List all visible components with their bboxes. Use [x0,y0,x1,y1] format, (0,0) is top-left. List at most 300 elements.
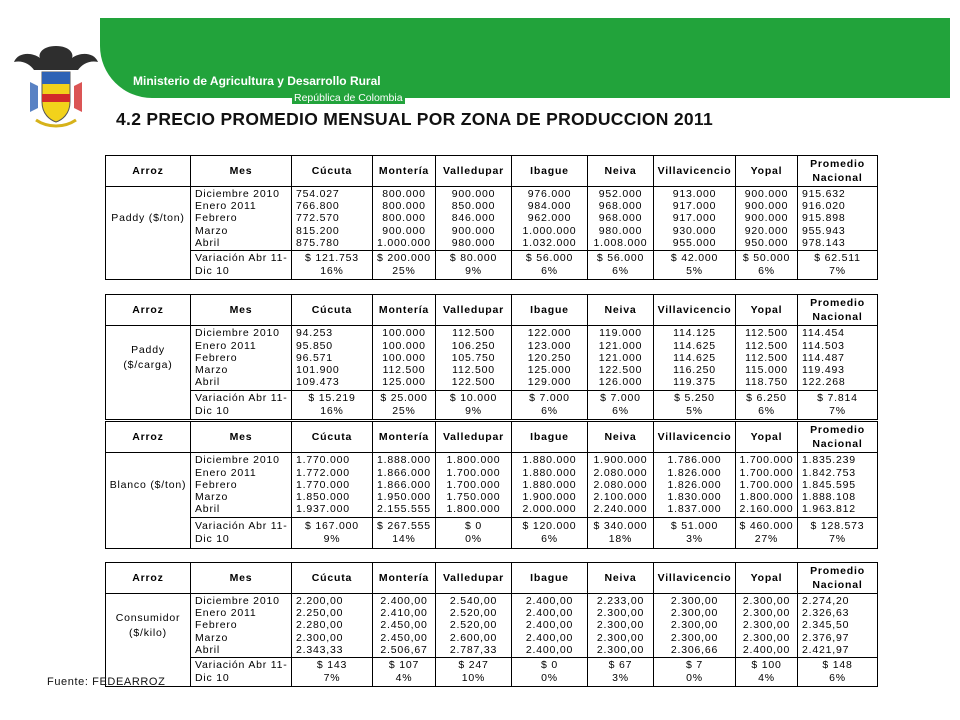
price-value: 1.700.000 [739,466,794,479]
variation-percent: 6% [541,405,558,417]
variation-amount: $ 5.250 [674,392,715,405]
variation-percent: 0% [541,672,558,685]
price-column [292,453,373,518]
table-row [106,594,878,658]
header-banner [0,0,960,145]
price-value: 968.000 [598,212,643,225]
price-value: 772.570 [296,212,340,225]
variation-percent: 0% [465,533,482,545]
price-value: 1.800.000 [446,503,501,516]
price-value: 1.700.000 [446,478,501,491]
variation-amount: $ 10.000 [449,392,498,405]
table-header-row [106,563,878,594]
variation-label-line: Dic 10 [195,672,230,685]
price-value: 962.000 [527,212,572,225]
price-column [373,453,436,518]
price-value: 2.343,33 [296,643,344,656]
month-label: Febrero [195,619,238,632]
variation-percent: 3% [686,533,703,545]
price-value: 2.155.555 [377,503,431,516]
month-list [191,594,292,658]
variation-percent: 6% [541,265,558,278]
variation-amount: $ 56.000 [525,252,574,265]
price-value: 2.326,63 [802,607,850,620]
price-column [373,187,436,251]
month-label: Marzo [195,224,229,237]
price-column [798,594,878,658]
variation-amount: $ 167.000 [305,520,359,533]
month-label: Febrero [195,478,238,491]
month-label: Abril [195,376,221,389]
variation-label-line: Dic 10 [195,405,230,417]
price-column [736,187,798,251]
variation-label [191,518,292,549]
variation-amount: $ 50.000 [742,252,791,265]
price-value: 900.000 [744,212,789,225]
price-value: 122.268 [802,376,846,389]
column-header: Yopal [736,295,798,326]
variation-percent: 7% [829,265,846,278]
price-value: 120.250 [527,351,572,364]
price-value: 800.000 [382,188,426,200]
price-value: 900.000 [451,188,496,200]
price-value: 1.888.000 [377,454,431,467]
variation-amount: $ 460.000 [739,520,794,533]
variation-amount: $ 7.000 [600,392,641,405]
variation-cell [588,251,654,280]
variation-percent: 14% [392,533,416,545]
variation-cell [654,518,736,549]
price-value: 2.450,00 [380,619,428,632]
price-value: 1.850.000 [296,491,350,504]
price-value: 955.000 [672,236,717,249]
price-value: 1.866.000 [377,478,431,491]
column-header: Villavicencio [654,295,736,326]
price-value: 94.253 [296,327,333,340]
variation-cell [512,391,588,420]
variation-amount: $ 143 [316,659,348,672]
coat-of-arms-icon [12,42,100,142]
price-value: 119.000 [599,327,642,340]
variation-cell [588,391,654,420]
variation-cell [373,658,436,687]
column-header-line: Nacional [812,311,863,323]
variation-percent: 3% [612,672,629,685]
price-value: 119.375 [673,376,716,389]
price-value: 1.772.000 [296,466,350,479]
variation-row [106,251,878,280]
variation-cell [654,251,736,280]
price-value: 114.487 [802,351,845,364]
column-header: Montería [373,295,436,326]
variation-cell [292,658,373,687]
price-value: 2.300,00 [670,631,719,644]
price-value: 2.300,00 [670,607,719,620]
variation-amount: $ 120.000 [522,520,577,533]
price-value: 2.376,97 [802,631,850,644]
price-value: 2.306,66 [670,643,719,656]
variation-amount: $ 6.250 [746,392,787,405]
price-value: 122.000 [527,327,572,340]
price-value: 2.400,00 [525,607,574,620]
variation-percent: 16% [320,265,344,278]
price-column [736,453,798,518]
variation-cell [373,518,436,549]
price-value: 2.200,00 [296,595,344,607]
price-column [292,326,373,391]
price-value: 118.750 [745,376,788,389]
price-value: 1.700.000 [739,454,794,467]
category-spacer [106,391,191,420]
column-header-line: Nacional [812,579,863,591]
variation-cell [292,251,373,280]
variation-cell [292,518,373,549]
price-value: 917.000 [672,200,717,213]
variation-percent: 6% [758,265,775,278]
variation-percent: 6% [612,265,629,278]
price-value: 2.300,00 [742,595,791,607]
column-header: Valledupar [436,295,512,326]
price-value: 112.500 [452,327,495,340]
price-value: 917.000 [672,212,717,225]
column-header: Cúcuta [292,156,373,187]
variation-amount: $ 0 [541,659,558,672]
variation-percent: 10% [461,672,486,685]
price-value: 121.000 [598,339,643,352]
column-header: Montería [373,563,436,594]
source-note: Fuente: FEDEARROZ [47,676,166,688]
price-value: 2.300,00 [296,631,344,644]
column-header: Ibague [512,422,588,453]
category-label-line: Consumidor [115,611,181,624]
price-value: 2.540,00 [449,595,498,607]
category-label [106,594,191,658]
price-column [654,326,736,391]
column-header: Montería [373,156,436,187]
price-table [105,421,878,549]
price-value: 112.500 [745,351,788,364]
price-value: 766.800 [296,200,340,213]
column-header: Yopal [736,422,798,453]
variation-amount: $ 62.511 [814,252,861,265]
variation-percent: 9% [323,533,341,545]
price-value: 913.000 [672,188,717,200]
price-value: 95.850 [296,339,333,352]
variation-cell [436,518,512,549]
price-value: 980.000 [598,224,643,237]
column-header: Yopal [736,156,798,187]
column-header-line: Promedio [810,297,865,309]
variation-cell [798,518,878,549]
price-column [373,326,436,391]
variation-percent: 7% [829,533,846,545]
price-value: 96.571 [296,351,333,364]
price-value: 2.410,00 [380,607,428,620]
variation-amount: $ 80.000 [449,252,498,265]
price-value: 2.280,00 [296,619,344,632]
price-value: 846.000 [451,212,496,225]
price-value: 1.770.000 [296,478,350,491]
variation-amount: $ 0 [465,520,482,533]
category-spacer [106,251,191,280]
month-label: Enero 2011 [195,466,257,479]
price-value: 952.000 [598,188,643,200]
price-value: 123.000 [527,339,572,352]
variation-label-line: Variación Abr 11- [195,659,288,672]
price-value: 1.700.000 [446,466,501,479]
variation-percent: 4% [758,672,775,685]
price-value: 900.000 [744,188,789,200]
price-value: 2.787,33 [449,643,498,656]
column-header [798,156,878,187]
price-column [292,187,373,251]
price-value: 2.400,00 [525,643,574,656]
price-value: 1.835.239 [802,454,856,467]
price-column [512,453,588,518]
price-value: 121.000 [598,351,643,364]
column-header: Ibague [512,156,588,187]
variation-row [106,391,878,420]
price-column [736,326,798,391]
price-column [654,187,736,251]
variation-label [191,251,292,280]
price-value: 900.000 [744,200,789,213]
price-value: 2.450,00 [380,631,428,644]
variation-amount: $ 67 [608,659,633,672]
price-value: 2.274,20 [802,595,850,607]
variation-percent: 16% [320,405,344,417]
month-label: Diciembre 2010 [195,454,280,467]
month-label: Diciembre 2010 [195,327,280,340]
price-value: 100.000 [382,351,426,364]
variation-row [106,658,878,687]
column-header: Neiva [588,422,654,453]
month-label: Abril [195,503,221,516]
price-column [373,594,436,658]
variation-label [191,658,292,687]
month-label: Marzo [195,631,229,644]
price-value: 112.500 [452,364,495,377]
variation-cell [436,391,512,420]
price-column [436,453,512,518]
column-header: Yopal [736,563,798,594]
price-column [588,594,654,658]
variation-cell [736,658,798,687]
column-header: Ibague [512,563,588,594]
category-label [106,453,191,518]
column-header: Villavicencio [654,422,736,453]
variation-cell [436,251,512,280]
variation-percent: 18% [608,533,633,545]
variation-cell [736,518,798,549]
price-value: 875.780 [296,236,340,249]
crest-motto: Libertad y Orden [24,130,88,140]
price-value: 112.500 [382,364,426,377]
price-value: 114.125 [673,327,716,340]
price-value: 2.520,00 [449,619,498,632]
price-value: 116.250 [673,364,716,377]
price-value: 915.898 [802,212,846,225]
price-value: 114.503 [802,339,845,352]
price-column [654,594,736,658]
price-value: 754.027 [296,188,340,200]
column-header: Valledupar [436,156,512,187]
variation-cell [654,391,736,420]
price-table [105,155,878,280]
column-header: Valledupar [436,563,512,594]
price-value: 955.943 [802,224,846,237]
price-column [654,453,736,518]
table-row [106,326,878,391]
price-value: 976.000 [527,188,572,200]
variation-amount: $ 267.555 [377,520,431,533]
column-header: Cúcuta [292,422,373,453]
price-value: 100.000 [382,327,426,340]
price-value: 2.506,67 [380,643,428,656]
category-label-line: Blanco ($/ton) [109,478,187,491]
column-header: Cúcuta [292,563,373,594]
price-value: 2.300,00 [596,631,645,644]
variation-cell [736,391,798,420]
price-value: 1.826.000 [667,466,722,479]
page-title: 4.2 PRECIO PROMEDIO MENSUAL POR ZONA DE PRODUCCION 2011 [116,109,714,129]
variation-cell [512,658,588,687]
price-value: 950.000 [744,236,789,249]
price-value: 1.866.000 [377,466,431,479]
variation-amount: $ 247 [458,659,489,672]
column-header-line: Nacional [812,438,863,450]
price-value: 2.300,00 [670,619,719,632]
variation-cell [373,391,436,420]
price-value: 1.842.753 [802,466,856,479]
variation-percent: 6% [541,533,558,545]
variation-cell [654,658,736,687]
variation-percent: 4% [395,672,413,685]
variation-cell [798,658,878,687]
table-row [106,453,878,518]
category-label [106,187,191,251]
variation-percent: 25% [392,265,416,278]
price-table [105,562,878,687]
variation-cell [588,658,654,687]
price-column [436,594,512,658]
price-value: 2.240.000 [593,503,648,516]
month-list [191,453,292,518]
price-value: 1.800.000 [739,491,794,504]
price-value: 1.900.000 [522,491,577,504]
column-header: Cúcuta [292,295,373,326]
price-value: 2.300,00 [596,607,645,620]
variation-percent: 0% [686,672,703,685]
price-value: 800.000 [382,200,426,213]
price-value: 2.600,00 [449,631,498,644]
column-header-line: Promedio [810,565,865,577]
category-label-line: Paddy ($/ton) [111,212,185,225]
price-value: 2.400,00 [525,619,574,632]
price-value: 815.200 [296,224,340,237]
table-header-row [106,295,878,326]
column-header [798,422,878,453]
price-value: 850.000 [451,200,496,213]
variation-amount: $ 7.000 [529,392,570,405]
price-value: 930.000 [672,224,717,237]
price-value: 2.400,00 [525,631,574,644]
price-column [736,594,798,658]
price-value: 900.000 [382,224,426,237]
price-value: 119.493 [802,364,845,377]
column-header: Mes [191,156,292,187]
month-label: Febrero [195,351,238,364]
variation-row [106,518,878,549]
column-header: Neiva [588,563,654,594]
price-value: 978.143 [802,236,846,249]
price-value: 126.000 [598,376,643,389]
month-label: Febrero [195,212,238,225]
variation-percent: 5% [686,265,703,278]
price-column [512,594,588,658]
price-value: 1.750.000 [446,491,501,504]
country-name: República de Colombia [294,92,403,104]
price-value: 2.160.000 [739,503,794,516]
price-value: 114.625 [673,339,716,352]
variation-amount: $ 7.814 [817,392,858,405]
price-value: 1.700.000 [739,478,794,491]
price-value: 112.500 [745,339,788,352]
variation-amount: $ 56.000 [596,252,645,265]
month-label: Enero 2011 [195,607,257,620]
variation-percent: 7% [323,672,341,685]
month-label: Enero 2011 [195,339,257,352]
variation-cell [512,251,588,280]
variation-percent: 6% [612,405,629,417]
variation-cell [588,518,654,549]
price-value: 984.000 [527,200,572,213]
price-value: 2.300,00 [596,643,645,656]
price-value: 2.300,00 [742,607,791,620]
price-value: 2.520,00 [449,607,498,620]
price-column [588,187,654,251]
price-column [798,187,878,251]
price-value: 1.800.000 [446,454,501,467]
column-header: Valledupar [436,422,512,453]
price-value: 114.454 [802,327,845,340]
price-value: 915.632 [802,188,846,200]
variation-percent: 25% [392,405,416,417]
price-value: 101.900 [296,364,340,377]
column-header: Villavicencio [654,156,736,187]
month-list [191,326,292,391]
variation-label-line: Variación Abr 11- [195,392,288,405]
price-value: 980.000 [451,236,496,249]
column-header: Mes [191,295,292,326]
price-value: 1.000.000 [377,236,431,249]
variation-percent: 9% [465,405,482,417]
month-label: Diciembre 2010 [195,188,280,200]
column-header: Mes [191,563,292,594]
column-header: Mes [191,422,292,453]
category-label-line: ($/carga) [123,359,173,372]
price-value: 2.100.000 [593,491,648,504]
price-value: 2.300,00 [670,595,719,607]
month-label: Enero 2011 [195,200,257,213]
month-label: Abril [195,236,221,249]
price-value: 1.845.595 [802,478,856,491]
price-value: 2.300,00 [742,631,791,644]
price-column [512,326,588,391]
price-value: 1.786.000 [667,454,722,467]
price-column [588,326,654,391]
variation-amount: $ 51.000 [670,520,719,533]
